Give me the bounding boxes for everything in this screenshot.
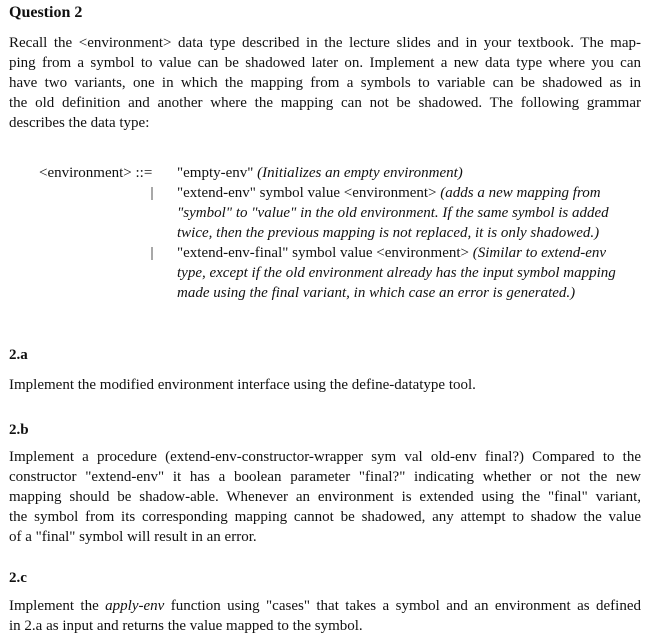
section-2c-text: Implement the xyxy=(9,598,106,614)
section-2b-line: the symbol from its corresponding mapping cannot be shadowed, any attempt to shadow the value xyxy=(9,509,641,525)
grammar-code: "extend-env-final" symbol value <environment> xyxy=(177,245,473,261)
section-2c-line: in 2.a as input and returns the value mapped to the symbol. xyxy=(9,618,363,634)
grammar-rhs xyxy=(177,283,575,303)
intro-line: describes the data type: xyxy=(9,115,150,131)
grammar-row xyxy=(39,203,649,223)
grammar-row xyxy=(39,223,649,243)
section-heading-2a: 2.a xyxy=(9,347,28,363)
section-heading-2b: 2.b xyxy=(9,422,29,438)
grammar-code: "extend-env" symbol value <environment> xyxy=(177,185,441,201)
section-heading-2c: 2.c xyxy=(9,570,27,586)
section-2c-paragraph xyxy=(9,596,641,636)
section-2b-paragraph xyxy=(9,447,641,547)
grammar-row xyxy=(39,283,649,303)
grammar-rhs xyxy=(177,243,606,263)
section-2c-text: function using "cases" that takes a symbol and an environment as defined xyxy=(164,598,641,614)
grammar-row xyxy=(39,263,649,283)
grammar-comment: "symbol" to "value" in the old environment. If the same symbol is added xyxy=(177,205,609,221)
section-2a-line: Implement the modified environment interface using the define-datatype tool. xyxy=(9,377,476,393)
grammar-rhs xyxy=(177,263,616,283)
grammar-alternative-bar: | xyxy=(150,245,154,261)
grammar-block xyxy=(39,163,649,303)
grammar-rhs xyxy=(177,183,601,203)
intro-line: have two variants, one in which the mapping from a symbols to variable can be shadowed as in xyxy=(9,75,641,91)
grammar-row xyxy=(39,163,649,183)
grammar-comment: (adds a new mapping from xyxy=(440,185,601,201)
intro-line: ping from a symbol to value can be shadowed later on. Implement a new data type where you can xyxy=(9,55,641,71)
section-2b-line: mapping should be shadow-able. Whenever an environment is extended using the "final" variant, xyxy=(9,489,641,505)
section-2a-paragraph xyxy=(9,375,641,395)
intro-line: Recall the <environment> data type described in the lecture slides and in your textbook. The map- xyxy=(9,35,641,51)
grammar-rhs xyxy=(177,163,463,183)
grammar-code: "empty-env" xyxy=(177,165,258,181)
section-2c-line xyxy=(9,596,641,616)
grammar-comment: (Similar to extend-env xyxy=(472,245,607,261)
grammar-comment: twice, then the previous mapping is not replaced, it is only shadowed.) xyxy=(177,225,600,241)
grammar-comment: (Initializes an empty environment) xyxy=(257,165,463,181)
grammar-rhs xyxy=(177,223,599,243)
apply-env-function-name: apply-env xyxy=(105,598,165,614)
question-title: Question 2 xyxy=(9,4,83,21)
section-2b-line: Implement a procedure (extend-env-constructor-wrapper sym val old-env final?) Compared to the xyxy=(9,449,641,465)
grammar-lhs: <environment> ::= xyxy=(39,165,153,181)
section-2b-line: constructor "extend-env" it has a boolean parameter "final?" indicating whether or not the new xyxy=(9,469,641,485)
grammar-alternative-bar: | xyxy=(150,185,154,201)
intro-line: the old definition and another where the mapping can not be shadowed. The following grammar xyxy=(9,95,641,111)
grammar-row xyxy=(39,183,649,203)
grammar-row xyxy=(39,243,649,263)
section-2b-line: of a "final" symbol will result in an error. xyxy=(9,529,257,545)
intro-paragraph xyxy=(9,33,641,133)
grammar-rhs xyxy=(177,203,609,223)
grammar-comment: made using the final variant, in which case an error is generated.) xyxy=(177,285,576,301)
grammar-comment: type, except if the old environment already has the input symbol mapping xyxy=(177,265,616,281)
